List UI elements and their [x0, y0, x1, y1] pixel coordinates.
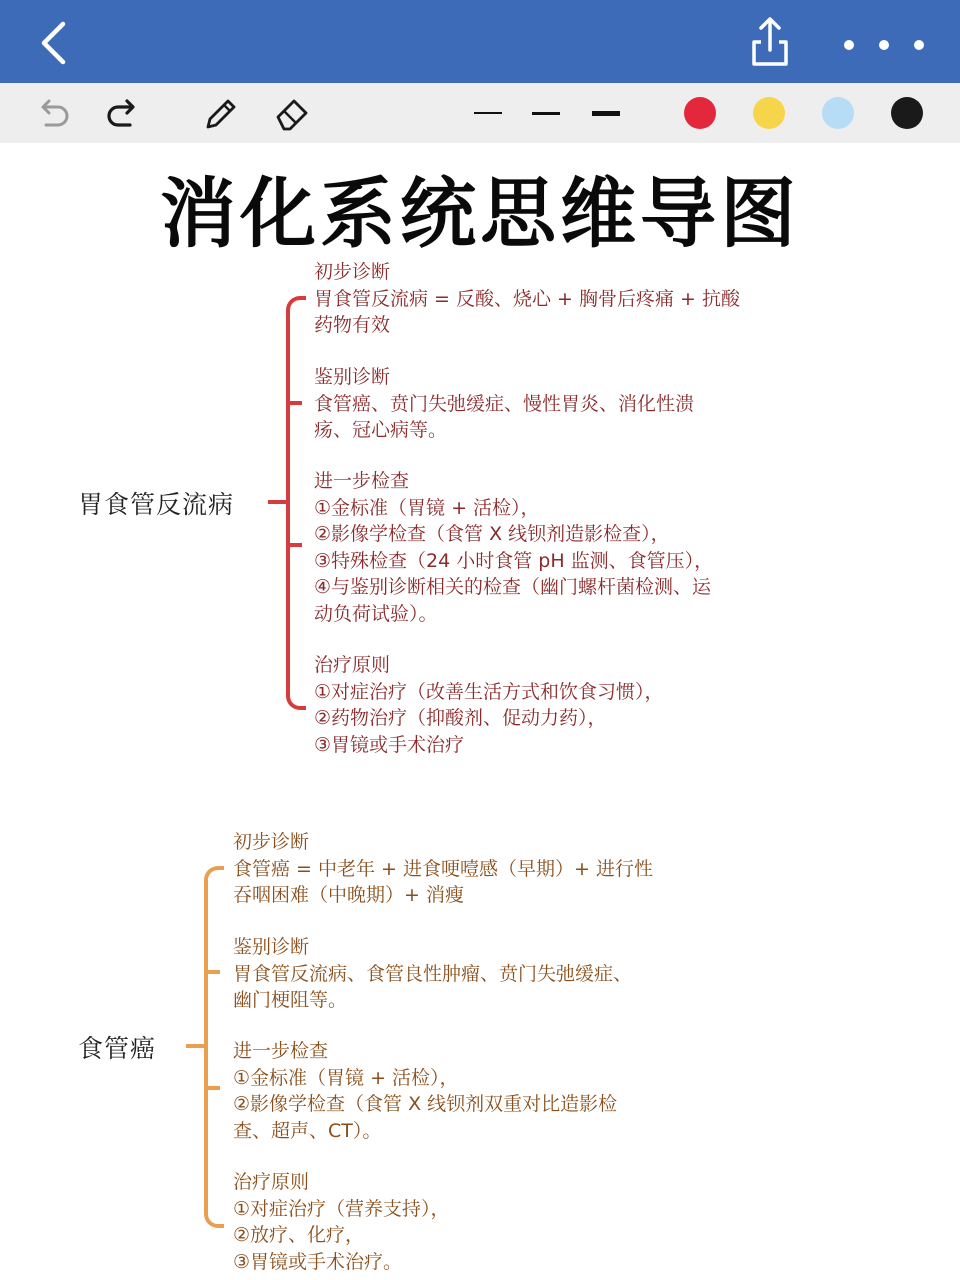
- branch-line: 药物有效: [314, 314, 391, 336]
- branch-line: ①金标准（胃镜 + 活检），: [314, 496, 540, 519]
- branch-line: ③胃镜或手术治疗: [314, 733, 465, 756]
- branch-line: 食管癌、贲门失弛缓症、慢性胃炎、消化性溃: [314, 392, 695, 415]
- branch-line: ③特殊检查（24 小时食管 pH 监测、食管压），: [314, 549, 714, 572]
- color-yellow-swatch[interactable]: [753, 97, 785, 129]
- branch-line: ①对症治疗（改善生活方式和饮食习惯），: [314, 680, 664, 703]
- branch-heading: 鉴别诊断: [314, 366, 391, 388]
- branch-heading: 鉴别诊断: [233, 936, 310, 958]
- share-button[interactable]: [746, 14, 794, 70]
- eraser-icon: [272, 93, 312, 133]
- branch-line: ④与鉴别诊断相关的检查（幽门螺杆菌检测、运: [314, 576, 712, 598]
- branch-line: 疡、冠心病等。: [314, 419, 448, 441]
- branch-line: 吞咽困难（中晚期）+ 消瘦: [233, 884, 464, 906]
- branch-differential-diagnosis: [233, 934, 632, 1014]
- branch-line: ②放疗、化疗，: [233, 1224, 365, 1246]
- color-light-blue-swatch[interactable]: [822, 97, 854, 129]
- stroke-thick-button[interactable]: [584, 103, 628, 123]
- redo-button[interactable]: [102, 93, 142, 133]
- branch-further-examination: [233, 1038, 617, 1144]
- branch-line: ①金标准（胃镜 + 活检），: [233, 1066, 459, 1089]
- branch-line: ③胃镜或手术治疗。: [233, 1250, 403, 1273]
- branch-treatment-principle: [314, 652, 664, 758]
- more-dots-icon: [879, 40, 889, 50]
- branch-line: 胃食管反流病、食管良性肿瘤、贲门失弛缓症、: [233, 962, 633, 985]
- connector-line: [186, 1044, 206, 1048]
- branch-further-examination: [314, 468, 713, 627]
- branch-initial-diagnosis: [233, 829, 653, 909]
- connector-line: [286, 401, 302, 405]
- more-dots-icon: [914, 40, 924, 50]
- branch-initial-diagnosis: [314, 259, 740, 339]
- redo-icon: [102, 93, 142, 133]
- more-dots-icon: [844, 40, 854, 50]
- branch-differential-diagnosis: [314, 364, 694, 444]
- branch-heading: 治疗原则: [233, 1171, 310, 1193]
- branch-treatment-principle: [233, 1169, 450, 1275]
- mindmap-topic: 胃食管反流病: [78, 490, 235, 519]
- stroke-thin-button[interactable]: [466, 103, 510, 123]
- undo-button[interactable]: [34, 93, 74, 133]
- branch-bracket: [204, 866, 224, 1228]
- connector-line: [286, 543, 302, 547]
- branch-line: 食管癌 = 中老年 + 进食哽噎感（早期）+ 进行性: [233, 857, 653, 880]
- branch-heading: 初步诊断: [233, 831, 310, 853]
- branch-line: ②药物治疗（抑酸剂、促动力药），: [314, 707, 607, 729]
- branch-line: 幽门梗阻等。: [233, 989, 348, 1011]
- connector-line: [204, 1086, 220, 1090]
- branch-line: 动负荷试验）。: [314, 602, 438, 625]
- pen-tool-button[interactable]: [200, 93, 240, 133]
- chevron-left-icon: [30, 18, 80, 68]
- branch-heading: 进一步检查: [233, 1040, 329, 1062]
- connector-line: [268, 500, 288, 504]
- back-button[interactable]: [30, 18, 80, 68]
- color-red-swatch[interactable]: [684, 97, 716, 129]
- branch-bracket: [286, 296, 306, 710]
- eraser-tool-button[interactable]: [272, 93, 312, 133]
- share-icon: [746, 14, 794, 70]
- branch-line: ②影像学检查（食管 X 线钡剂造影检查），: [314, 523, 670, 545]
- undo-icon: [34, 93, 74, 133]
- drawing-toolbar: [0, 83, 960, 143]
- branch-line: 胃食管反流病 = 反酸、烧心 + 胸骨后疼痛 + 抗酸: [314, 287, 740, 310]
- branch-heading: 进一步检查: [314, 470, 410, 492]
- pencil-icon: [200, 93, 240, 133]
- top-nav-bar: [0, 0, 960, 83]
- branch-line: ②影像学检查（食管 X 线钡剂双重对比造影检: [233, 1093, 618, 1115]
- color-black-swatch[interactable]: [891, 97, 923, 129]
- connector-line: [204, 970, 220, 974]
- branch-line: 查、超声、CT）。: [233, 1119, 382, 1142]
- page-title: 消化系统思维导图: [160, 169, 800, 258]
- more-options-button[interactable]: [834, 30, 934, 60]
- branch-heading: 治疗原则: [314, 654, 391, 676]
- mindmap-topic: 食管癌: [78, 1034, 157, 1063]
- branch-heading: 初步诊断: [314, 261, 391, 283]
- branch-line: ①对症治疗（营养支持），: [233, 1197, 450, 1220]
- stroke-medium-button[interactable]: [524, 103, 568, 123]
